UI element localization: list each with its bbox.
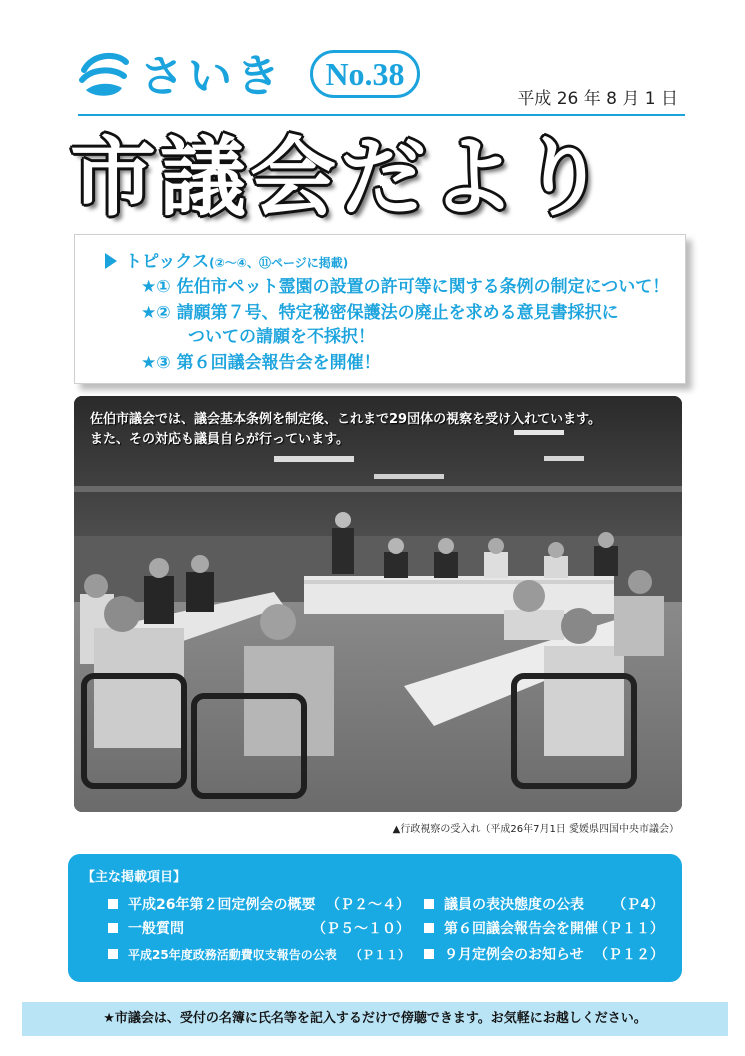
topics-heading-sub: (②～④、⑪ページに掲載) — [209, 256, 349, 270]
contents-item[interactable]: 平成25年度政務活動費収支報告の公表 （Ｐ１１） — [108, 946, 410, 964]
square-bullet-icon — [424, 923, 434, 933]
triangle-bullet-icon — [105, 253, 117, 269]
contents-item[interactable]: 平成26年第２回定例会の概要 （Ｐ２～４） — [108, 896, 410, 914]
photo-caption: 佐伯市議会では、議会基本条例を制定後、これまで29団体の視察を受け入れています。 また、その対応も議員自らが行っています。 — [90, 412, 602, 447]
masthead — [78, 38, 688, 118]
footer-notice: ★市議会は、受付の名簿に氏名等を記入するだけで傍聴できます。お気軽にお越しください。 — [22, 1002, 728, 1036]
topic-item: ★③ 第６回議会報告会を開催！ — [141, 353, 381, 373]
star-number-icon: ★① — [141, 277, 171, 297]
topic-continuation: ついての請願を不採択！ — [188, 327, 375, 347]
brand-name: さいき — [140, 51, 284, 102]
issue-date: 平成 26 年 8 月 1 日 — [517, 89, 678, 109]
topics-heading: トピックス(②～④、⑪ページに掲載) — [105, 247, 348, 272]
square-bullet-icon — [108, 899, 118, 909]
issue-number: No.38 — [310, 50, 420, 98]
square-bullet-icon — [108, 923, 118, 933]
star-number-icon: ★② — [141, 303, 171, 323]
contents-item[interactable]: 議員の表決態度の公表 （Ｐ4） — [424, 896, 664, 914]
contents-item[interactable]: 第６回議会報告会を開催 （Ｐ１１） — [424, 920, 664, 938]
star-number-icon: ★③ — [141, 353, 171, 373]
page-title: 市議会だより — [70, 128, 610, 228]
meeting-room-illustration — [74, 396, 682, 812]
contents-box — [68, 854, 682, 982]
meeting-photo — [74, 396, 682, 812]
contents-item[interactable]: 一般質問 （Ｐ５～１０） — [108, 920, 410, 938]
contents-title: 【主な掲載項目】 — [82, 870, 187, 885]
contents-item[interactable]: ９月定例会のお知らせ （Ｐ１２） — [424, 946, 664, 964]
square-bullet-icon — [424, 899, 434, 909]
masthead-rule — [78, 114, 685, 116]
topic-item: ★② 請願第７号、特定秘密保護法の廃止を求める意見書採択に ついての請願を不採択！ — [141, 301, 671, 349]
saiki-logo-icon — [78, 48, 130, 100]
square-bullet-icon — [108, 949, 118, 959]
topic-item: ★① 佐伯市ペット霊園の設置の許可等に関する条例の制定について！ — [141, 277, 670, 297]
topics-box — [74, 234, 686, 384]
square-bullet-icon — [424, 949, 434, 959]
photo-credit: ▲行政視察の受入れ（平成26年7月1日 愛媛県四国中央市議会） — [392, 824, 679, 835]
